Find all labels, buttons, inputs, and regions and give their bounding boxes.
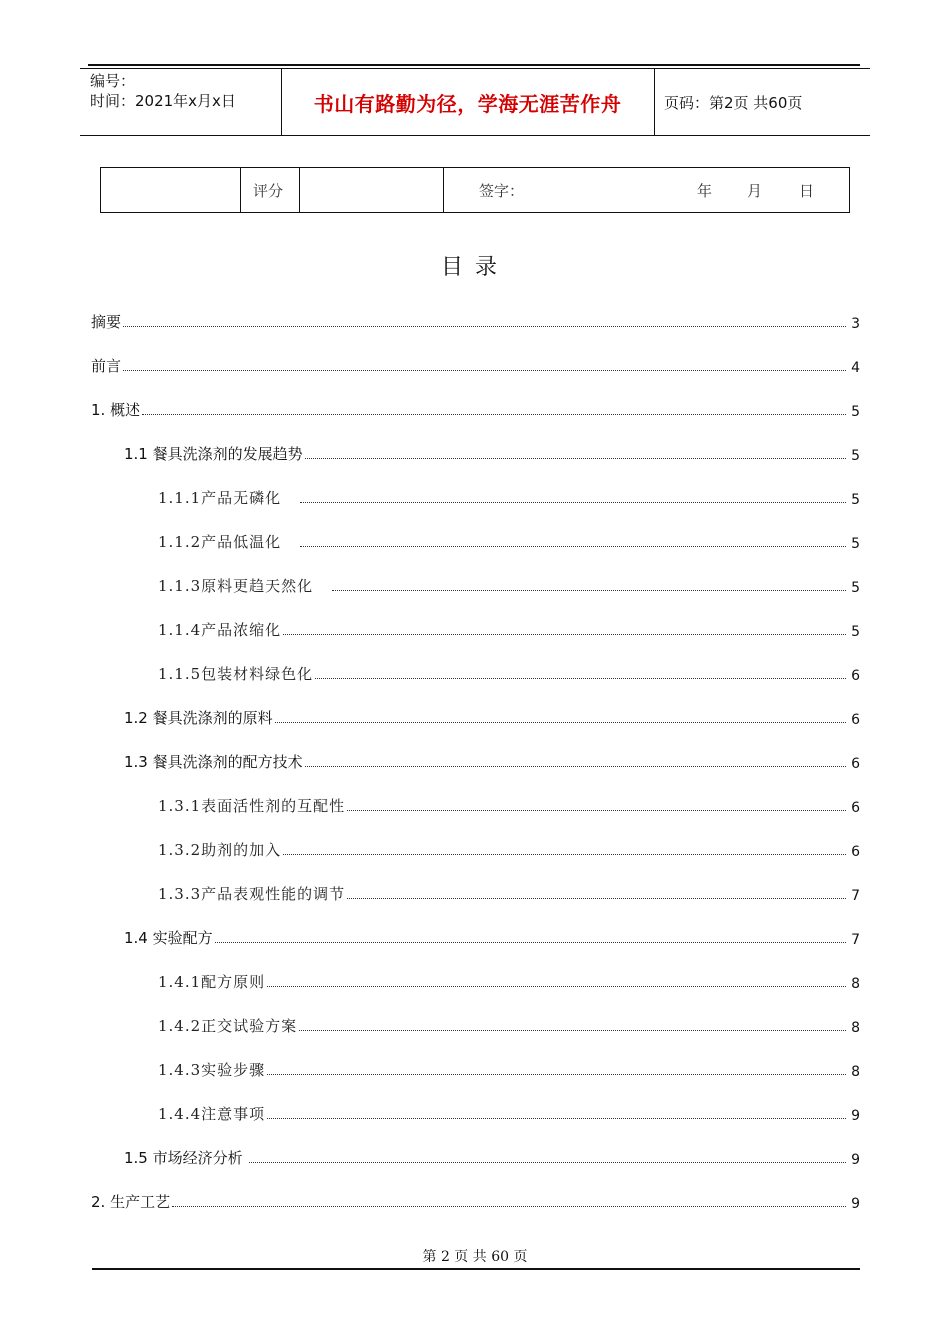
score-table-divider [299, 168, 300, 212]
toc-leader-dots [249, 1162, 846, 1163]
toc-entry[interactable] [91, 398, 860, 420]
header-divider [654, 69, 655, 136]
score-label: 评分 [253, 181, 284, 200]
toc-entry-page: 7 [851, 932, 860, 948]
toc-leader-dots [347, 810, 846, 811]
toc-entry-label: 1.5 市场经济分析 [124, 1149, 248, 1167]
header-time-label: 时间：2021年x月x日 [90, 92, 236, 110]
toc-entry[interactable] [124, 442, 860, 464]
score-table-divider [443, 168, 444, 212]
toc-entry-page: 9 [851, 1108, 860, 1124]
toc-entry-label: 1.4.1配方原则 [158, 973, 266, 991]
sign-label: 签字： [479, 181, 525, 200]
toc-entry-label: 1.4.4注意事项 [158, 1105, 266, 1123]
toc-entry-label: 1.3.1表面活性剂的互配性 [158, 797, 346, 815]
toc-entry[interactable] [91, 310, 860, 332]
toc-entry-page: 6 [851, 668, 860, 684]
toc-entry[interactable] [158, 794, 860, 816]
toc-entry-label: 1.1.4产品浓缩化 [158, 621, 282, 639]
toc-entry[interactable] [91, 1190, 860, 1212]
toc-entry-page: 5 [851, 404, 860, 420]
toc-entry-label: 1.4 实验配方 [124, 929, 213, 947]
toc-entry-page: 6 [851, 756, 860, 772]
toc-entry-label: 前言 [91, 357, 122, 375]
toc-entry[interactable] [158, 486, 860, 508]
toc-entry[interactable] [158, 1102, 860, 1124]
toc-entry[interactable] [158, 574, 860, 596]
toc-entry-label: 1.1.2产品低温化 [158, 533, 299, 551]
header-number-label: 编号： [90, 72, 136, 90]
header-motto: 书山有路勤为径，学海无涯苦作舟 [313, 92, 622, 116]
score-table [100, 167, 850, 213]
toc-entry[interactable] [158, 838, 860, 860]
toc-entry-label: 1.3 餐具洗涤剂的配方技术 [124, 753, 303, 771]
toc-leader-dots [299, 1030, 846, 1031]
toc-leader-dots [305, 458, 846, 459]
toc-entry-page: 6 [851, 844, 860, 860]
toc-entry-label: 1.1 餐具洗涤剂的发展趋势 [124, 445, 303, 463]
toc-entry[interactable] [124, 750, 860, 772]
toc-leader-dots [332, 590, 846, 591]
toc-entry-label: 1.4.3实验步骤 [158, 1061, 266, 1079]
toc-entry-page: 8 [851, 1020, 860, 1036]
month-label: 月 [747, 181, 763, 200]
toc-entry-page: 8 [851, 1064, 860, 1080]
toc-entry-label: 1.3.2助剂的加入 [158, 841, 282, 859]
toc-leader-dots [172, 1206, 846, 1207]
toc-entry-page: 6 [851, 712, 860, 728]
page-footer: 第 2 页 共 60 页 [422, 1249, 528, 1265]
toc-leader-dots [305, 766, 846, 767]
toc-leader-dots [275, 722, 846, 723]
toc-entry[interactable] [124, 1146, 860, 1168]
toc-entry-label: 1.2 餐具洗涤剂的原料 [124, 709, 273, 727]
header-top-rule [88, 64, 860, 66]
toc-leader-dots [315, 678, 846, 679]
day-label: 日 [799, 181, 815, 200]
score-table-divider [240, 168, 241, 212]
footer-rule [92, 1268, 860, 1270]
toc-entry-page: 9 [851, 1152, 860, 1168]
toc-entry-page: 5 [851, 448, 860, 464]
toc-entry-label: 1.3.3产品表观性能的调节 [158, 885, 346, 903]
toc-entry[interactable] [158, 618, 860, 640]
toc-entry[interactable] [158, 882, 860, 904]
toc-entry[interactable] [158, 530, 860, 552]
toc-entry-label: 1.4.2正交试验方案 [158, 1017, 298, 1035]
toc-leader-dots [300, 546, 846, 547]
toc-entry[interactable] [158, 662, 860, 684]
toc-entry-label: 2. 生产工艺 [91, 1193, 171, 1211]
toc-entry[interactable] [158, 970, 860, 992]
toc-entry-page: 5 [851, 536, 860, 552]
toc-entry[interactable] [124, 926, 860, 948]
toc-leader-dots [142, 414, 846, 415]
toc-leader-dots [267, 1074, 846, 1075]
header-meta [90, 71, 236, 111]
toc-leader-dots [283, 854, 846, 855]
toc-leader-dots [215, 942, 846, 943]
toc-entry-label: 1.1.1产品无磷化 [158, 489, 299, 507]
toc-entry-label: 1.1.5包装材料绿色化 [158, 665, 314, 683]
toc-entry[interactable] [124, 706, 860, 728]
header-page-info: 页码：第2页 共60页 [664, 94, 803, 112]
toc-entry-page: 9 [851, 1196, 860, 1212]
toc-entry-page: 3 [851, 316, 860, 332]
toc-entry-page: 8 [851, 976, 860, 992]
toc-leader-dots [123, 370, 846, 371]
toc-entry-page: 7 [851, 888, 860, 904]
toc-entry-page: 6 [851, 800, 860, 816]
toc-leader-dots [267, 986, 846, 987]
toc-title: 目录 [440, 255, 509, 280]
page-header [80, 68, 870, 136]
toc-entry-page: 5 [851, 624, 860, 640]
toc-leader-dots [123, 326, 846, 327]
toc-entry[interactable] [158, 1058, 860, 1080]
toc-entry-page: 4 [851, 360, 860, 376]
toc-entry[interactable] [158, 1014, 860, 1036]
toc-leader-dots [267, 1118, 846, 1119]
toc-leader-dots [300, 502, 846, 503]
toc-entry-label: 摘要 [91, 313, 122, 331]
toc-entry-label: 1.1.3原料更趋天然化 [158, 577, 331, 595]
toc-leader-dots [347, 898, 846, 899]
toc-entry-label: 1. 概述 [91, 401, 141, 419]
toc-entry[interactable] [91, 354, 860, 376]
toc-leader-dots [283, 634, 846, 635]
toc-entry-page: 5 [851, 580, 860, 596]
toc-entry-page: 5 [851, 492, 860, 508]
year-label: 年 [697, 181, 713, 200]
